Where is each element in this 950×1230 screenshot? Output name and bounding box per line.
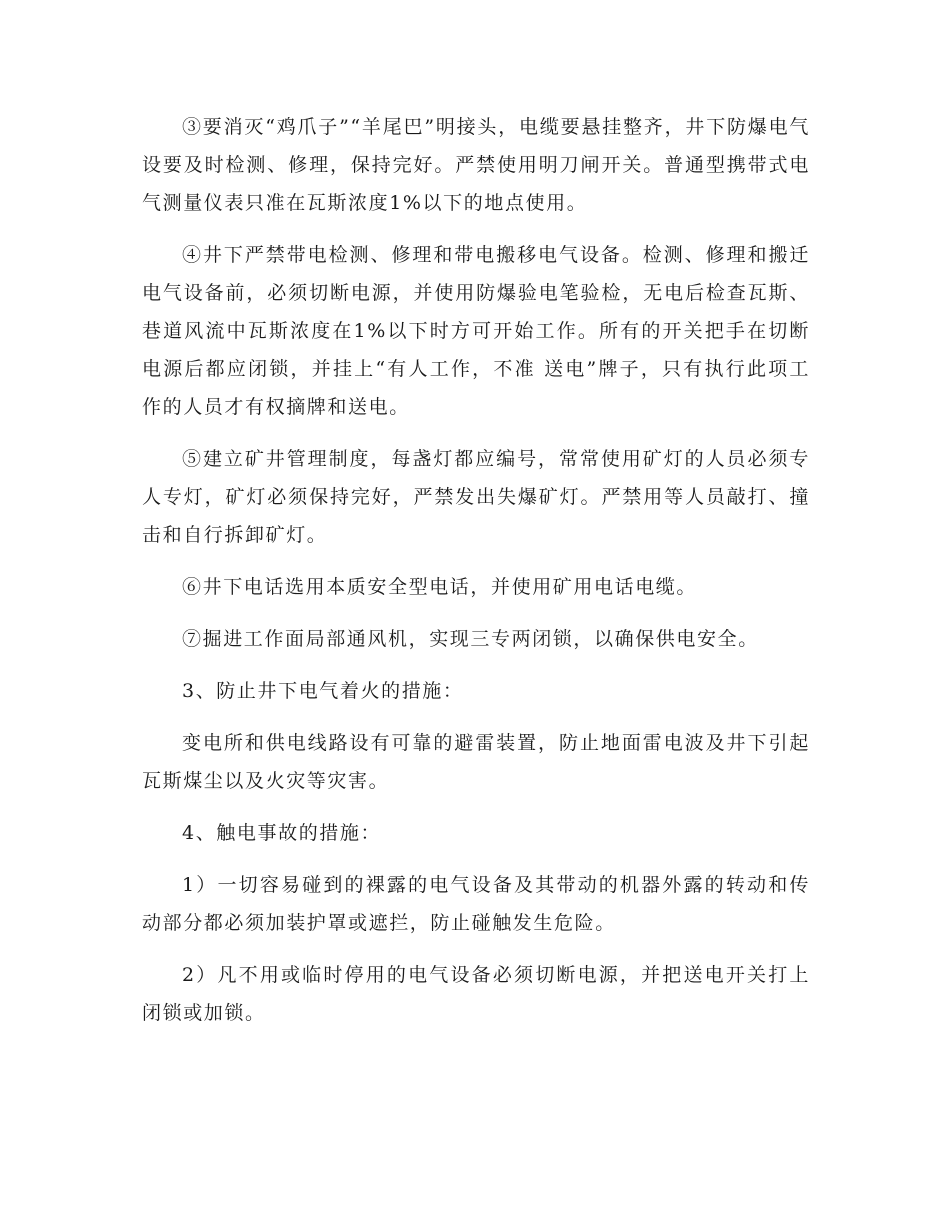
document-page — [142, 108, 810, 1046]
paragraph-lightning-protection: 变电所和供电线路设有可靠的避雷装置，防止地面雷电波及井下引起瓦斯煤尘以及火灾等灾害。 — [142, 732, 810, 792]
paragraph-item-5: ⑤建立矿井管理制度，每盏灯都应编号，常常使用矿灯的人员必须专人专灯，矿灯必须保持完好，严禁发出失爆矿灯。严禁用等人员敲打、撞击和自行拆卸矿灯。 — [142, 448, 810, 546]
paragraph-item-6: ⑥井下电话选用本质安全型电话，并使用矿用电话电缆。 — [182, 576, 698, 598]
section-heading-4: 4、触电事故的措施： — [182, 822, 382, 844]
paragraph-item-3: ③要消灭“鸡爪子”“羊尾巴”明接头，电缆要悬挂整齐，井下防爆电气设要及时检测、修理，保持完好。严禁使用明刀闸开关。普通型携带式电气测量仪表只准在瓦斯浓度1%以下的地点使用。 — [142, 116, 810, 214]
paragraph-item-7: ⑦掘进工作面局部通风机，实现三专两闭锁，以确保供电安全。 — [182, 628, 759, 650]
paragraph-measure-1: 1）一切容易碰到的裸露的电气设备及其带动的机器外露的转动和传动部分都必须加装护罩或遮拦，防止碰触发生危险。 — [142, 874, 810, 934]
section-heading-3: 3、防止井下电气着火的措施： — [182, 680, 464, 702]
paragraph-item-4: ④井下严禁带电检测、修理和带电搬移电气设备。检测、修理和搬迁电气设备前，必须切断电源，并使用防爆验电笔验检，无电后检查瓦斯、巷道风流中瓦斯浓度在1%以下时方可开始工作。所有的开关把手在切断电源后都应闭锁，并挂上“有人工作，不准 送电”牌子，只有执行此项工作的人员才有权摘牌和送电。 — [142, 244, 810, 418]
paragraph-measure-2: 2）凡不用或临时停用的电气设备必须切断电源，并把送电开关打上闭锁或加锁。 — [142, 964, 810, 1024]
